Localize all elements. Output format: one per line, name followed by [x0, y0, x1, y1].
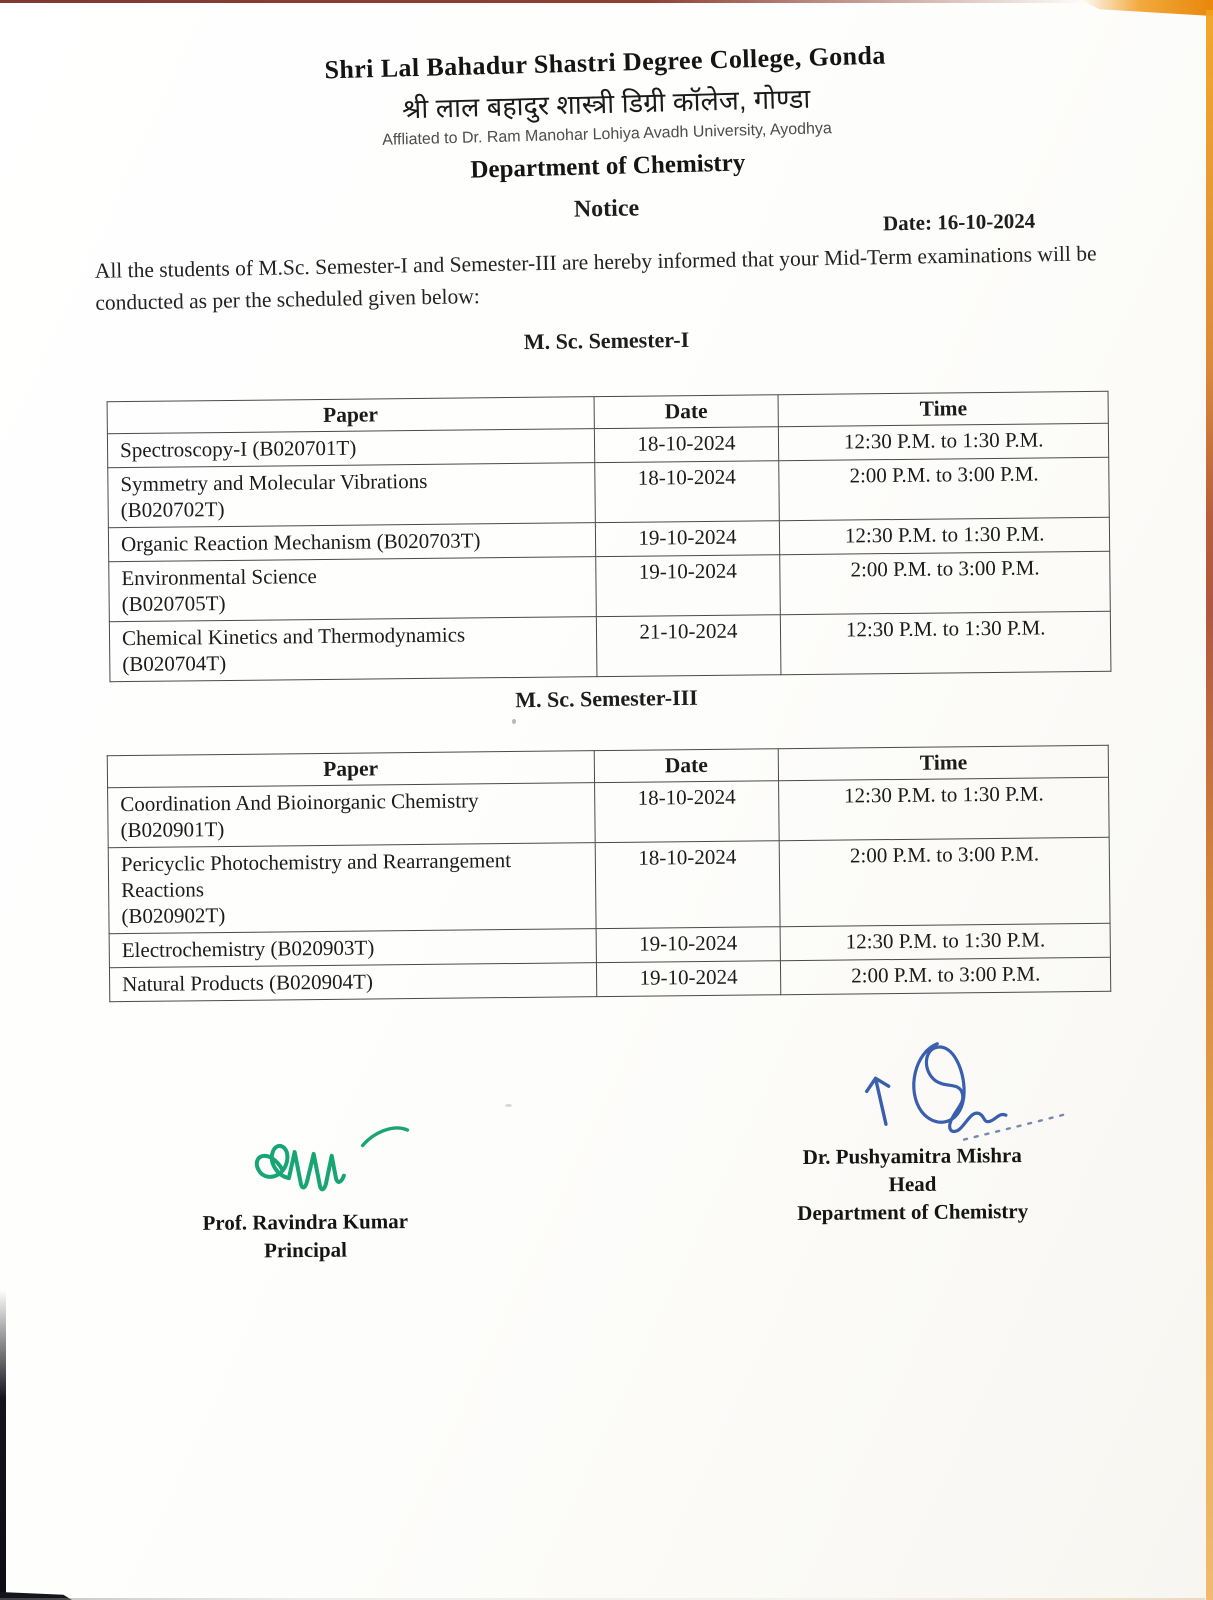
principal-name: Prof. Ravindra Kumar — [202, 1209, 409, 1235]
paper-cell: Pericyclic Photochemistry and Rearrangement Reactions (B020902T) — [108, 843, 595, 934]
department-title: Department of Chemistry — [470, 149, 746, 184]
college-name: Shri Lal Bahadur Shastri Degree College, Gonda — [324, 40, 887, 85]
head-signature-block — [751, 1031, 1073, 1227]
semester3-schedule-table — [107, 745, 1112, 1002]
date-cell: 18-10-2024 — [594, 461, 779, 523]
paper-speck — [505, 1104, 512, 1107]
head-name: Dr. Pushyamitra Mishra — [802, 1143, 1022, 1169]
signature-arrow-stroke — [867, 1078, 889, 1124]
time-cell: 12:30 P.M. to 1:30 P.M. — [780, 517, 1110, 554]
photo-edge-left — [0, 1290, 6, 1600]
photo-edge-top — [0, 0, 1085, 3]
schedule-row — [109, 611, 1111, 681]
column-header-paper: Paper — [107, 397, 594, 434]
head-department: Department of Chemistry — [797, 1198, 1029, 1226]
schedule-row — [108, 457, 1110, 527]
date-cell: 19-10-2024 — [595, 555, 780, 617]
time-cell: 2:00 P.M. to 3:00 P.M. — [779, 457, 1109, 520]
notice-title: Notice — [573, 195, 640, 223]
signature-stroke — [257, 1145, 344, 1190]
date-cell: 19-10-2024 — [596, 961, 781, 997]
paper-cell: Environmental Science (B020705T) — [109, 557, 596, 622]
date-cell: 18-10-2024 — [594, 427, 779, 463]
principal-signature-block — [149, 1117, 460, 1265]
head-signature-scribble — [841, 1031, 1072, 1151]
schedule-row — [108, 837, 1110, 933]
paper-cell: Organic Reaction Mechanism (B020703T) — [108, 523, 595, 562]
notice-date: Date: 16-10-2024 — [882, 208, 1036, 236]
principal-signature-scribble — [244, 1117, 435, 1215]
date-cell: 18-10-2024 — [595, 841, 781, 929]
date-cell: 19-10-2024 — [595, 521, 780, 557]
time-cell: 2:00 P.M. to 3:00 P.M. — [780, 551, 1110, 614]
paper-cell: Electrochemistry (B020903T) — [109, 929, 596, 968]
paper-cell: Chemical Kinetics and Thermodynamics (B020704T) — [109, 617, 596, 682]
head-role: Head — [888, 1171, 937, 1197]
paper-cell: Spectroscopy-I (B020701T) — [107, 429, 594, 468]
paper-cell: Natural Products (B020904T) — [109, 963, 596, 1002]
column-header-date: Date — [594, 749, 779, 783]
letterhead — [0, 32, 1213, 197]
time-cell: 12:30 P.M. to 1:30 P.M. — [780, 923, 1110, 960]
photo-edge-right — [1206, 10, 1213, 1600]
signature-dashed-tail — [964, 1115, 1064, 1140]
time-cell: 2:00 P.M. to 3:00 P.M. — [780, 837, 1111, 926]
notice-body: All the students of M.Sc. Semester-I and Semester-III are hereby informed that your Mid-Term examinations will be conducted as per the scheduled given below: — [94, 241, 1097, 315]
time-cell: 12:30 P.M. to 1:30 P.M. — [781, 611, 1111, 674]
time-cell: 12:30 P.M. to 1:30 P.M. — [779, 423, 1109, 460]
semester1-schedule-table — [107, 391, 1112, 682]
paper-cell: Coordination And Bioinorganic Chemistry (B020901T) — [108, 783, 595, 848]
paper-cell: Symmetry and Molecular Vibrations (B020702T) — [108, 463, 595, 528]
time-cell: 2:00 P.M. to 3:00 P.M. — [781, 957, 1111, 994]
date-cell: 21-10-2024 — [596, 615, 781, 677]
affiliation-line: Affliated to Dr. Ram Manohar Lohiya Avadh University, Ayodhya — [382, 120, 833, 149]
date-cell: 19-10-2024 — [596, 927, 781, 963]
column-header-paper: Paper — [107, 751, 594, 788]
semester3-heading: M. Sc. Semester-III — [515, 684, 698, 713]
schedule-row — [109, 551, 1111, 621]
photo-corner-top-right — [1081, 0, 1213, 16]
time-cell: 12:30 P.M. to 1:30 P.M. — [779, 777, 1109, 840]
principal-role: Principal — [263, 1237, 348, 1263]
column-header-date: Date — [594, 395, 779, 429]
date-cell: 18-10-2024 — [594, 781, 779, 843]
college-name-hindi: श्री लाल बहादुर शास्त्री डिग्री कॉलेज, गोण्डा — [401, 83, 811, 125]
column-header-time: Time — [778, 391, 1108, 426]
paper-speck — [512, 719, 516, 724]
column-header-time: Time — [779, 745, 1109, 780]
schedule-row — [108, 777, 1110, 847]
semester1-heading: M. Sc. Semester-I — [523, 326, 690, 355]
signature-flourish — [362, 1128, 407, 1146]
signature-loop — [913, 1043, 1006, 1132]
